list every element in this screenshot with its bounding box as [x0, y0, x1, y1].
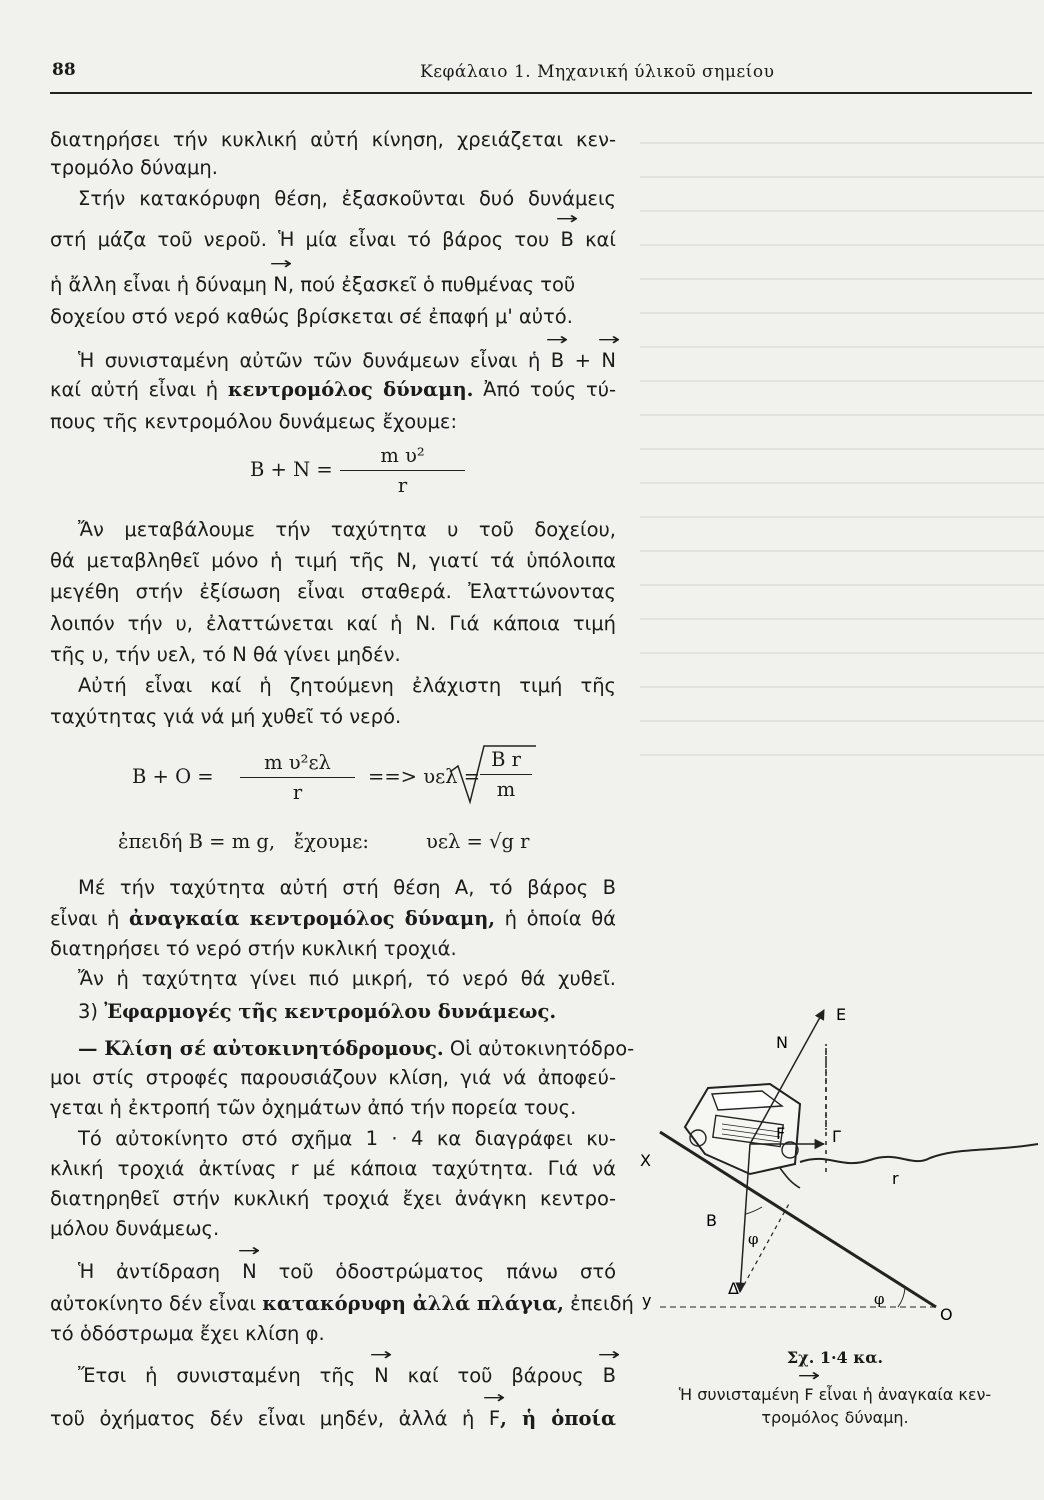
text-line: μόλου δυνάμεως. — [50, 1217, 220, 1240]
label-phi-bottom: φ — [874, 1290, 885, 1308]
text-line: τρομόλο δύναμη. — [50, 156, 218, 179]
figure-caption-line-2: τρομόλος δύναμη. — [761, 1408, 909, 1427]
chapter-title: Κεφάλαιο 1. Μηχανική ύλικοῦ σημείου — [420, 62, 775, 82]
text-line: θά μεταβληθεῖ μόνο ἡ τιμή τῆς N, γιατί τά ὑπόλοιπα — [50, 549, 616, 572]
label-y: y — [642, 1291, 652, 1310]
text-line: εἶναι ἡ ἀναγκαία κεντρομόλος δύναμη, ἡ ὁποία θά — [50, 907, 616, 930]
text-line: Ἄν ἡ ταχύτητα γίνει πιό μικρή, τό νερό θά χυθεῖ. — [78, 967, 616, 990]
equation-2-root-fraction: B r m — [480, 748, 532, 801]
label-B: B — [706, 1211, 717, 1230]
label-N: N — [776, 1033, 788, 1052]
label-phi-top: φ — [748, 1230, 759, 1248]
equation-3: υελ = √g r — [426, 830, 530, 853]
label-X: X — [640, 1151, 651, 1170]
text-line: Αὐτή εἶναι καί ἡ ζητούμενη ἐλάχιστη τιμή τῆς — [78, 674, 616, 697]
bleed-through-text — [640, 120, 1044, 760]
section-heading: 3) Ἐφαρμογές τῆς κεντρομόλου δυνάμεως. — [78, 1000, 557, 1023]
header-rule — [50, 92, 1032, 94]
equation-2-lhs: B + O = — [132, 765, 214, 788]
term-necessary-centripetal-force: ἀναγκαία κεντρομόλος δύναμη, — [129, 907, 496, 930]
text-line: διατηρήσει τό νερό στήν κυκλική τροχιά. — [50, 937, 457, 960]
term-centripetal-force: κεντρομόλος δύναμη. — [227, 378, 474, 401]
text-line: καί αὐτή εἶναι ἡ κεντρομόλος δύναμη. Ἀπό τούς τύ- — [50, 378, 617, 401]
text-line: τῆς υ, τήν υελ, τό N θά γίνει μηδέν. — [50, 643, 401, 666]
equation-3-premise: ἐπειδή B = m g, ἔχουμε: — [118, 830, 369, 853]
label-r: r — [892, 1169, 899, 1188]
text-line: διατηρηθεῖ στήν κυκλική τροχιά ἔχει ἀνάγκη κεντρο- — [50, 1187, 616, 1210]
vector-N: → N — [273, 273, 288, 296]
text-line: Στήν κατακόρυφη θέση, ἐξασκοῦνται δυό δυνάμεις — [78, 187, 616, 210]
vector-B: → B — [560, 228, 573, 251]
label-Gamma: Γ — [832, 1127, 841, 1146]
equation-2-arrow: ==> υελ = — [368, 765, 481, 788]
text-line: γεται ἡ ἐκτροπή τῶν ὀχημάτων ἀπό τήν πορεία τους. — [50, 1096, 577, 1119]
label-O: O — [940, 1305, 953, 1324]
text-line: αὐτοκίνητο δέν εἶναι κατακόρυφη ἀλλά πλάγια, ἐπειδή — [50, 1292, 634, 1315]
subsection-heading: — Κλίση σέ αὐτοκινητόδρομους. — [78, 1037, 444, 1060]
text-line: πους τῆς κεντρομόλου δυνάμεως ἔχουμε: — [50, 410, 458, 433]
text-line: στή μάζα τοῦ νεροῦ. Ἡ μία εἶναι τό βάρος του → B καί — [50, 228, 616, 251]
text-line: λοιπόν τήν υ, ἐλαττώνεται καί ἡ N. Γιά κάποια τιμή — [50, 612, 616, 635]
text-line: ταχύτητας γιά νά μή χυθεῖ τό νερό. — [50, 705, 402, 728]
text-line: Ἡ συνισταμένη αὐτῶν τῶν δυνάμεων εἶναι ἡ → B + → N — [78, 349, 616, 372]
equation-2-fraction: m υ²ελ r — [240, 751, 355, 804]
text-line: μεγέθη στήν ἐξίσωση εἶναι σταθερά. Ἐλαττώνοντας — [50, 580, 616, 603]
label-Delta: Δ — [728, 1279, 739, 1298]
page-number: 88 — [52, 60, 76, 80]
text-line: τό ὁδόστρωμα ἔχει κλίση φ. — [50, 1322, 325, 1345]
text-line: Τό αὐτοκίνητο στό σχῆμα 1 · 4 κα διαγράφει κυ- — [78, 1127, 616, 1150]
text-line: διατηρήσει τήν κυκλική αὐτή κίνηση, χρειάζεται κεν- — [50, 128, 616, 151]
figure-1-4-ka — [630, 992, 1040, 1342]
figure-caption-title: Σχ. 1·4 κα. — [786, 1348, 884, 1367]
figure-caption-line-1: Ἡ συνισταμένη → F εἶναι ἡ ἀναγκαία κεν- — [640, 1385, 1030, 1404]
label-F: F — [776, 1124, 786, 1143]
text-line: τοῦ ὀχήματος δέν εἶναι μηδέν, ἀλλά ἡ → F, ἡ ὁποία — [50, 1407, 616, 1430]
label-E: E — [836, 1005, 847, 1024]
text-line: κλική τροχιά ἀκτίνας r μέ κάποια ταχύτητα. Γιά νά — [50, 1157, 616, 1180]
text-line: Μέ τήν ταχύτητα αὐτή στή θέση A, τό βάρος B — [78, 876, 616, 899]
text-line: Ἔτσι ἡ συνισταμένη τῆς → N καί τοῦ βάρους → B — [78, 1364, 616, 1387]
text-line: μοι στίς στροφές παρουσιάζουν κλίση, γιά νά ἀποφεύ- — [50, 1066, 616, 1089]
equation-1-fraction: m υ² r — [340, 444, 465, 497]
equation-1-lhs: B + N = — [250, 458, 333, 481]
page-header — [50, 58, 1024, 88]
text-line: ἡ ἄλλη εἶναι ἡ δύναμη → N, πού ἐξασκεῖ ὁ πυθμένας τοῦ — [50, 273, 616, 296]
text-line: Ἡ ἀντίδραση → N τοῦ ὁδοστρώματος πάνω στό — [78, 1260, 616, 1283]
curve-path — [800, 1144, 1038, 1163]
text-line: Ἄν μεταβάλουμε τήν ταχύτητα υ τοῦ δοχείου, — [78, 518, 616, 541]
text-line: δοχείου στό νερό καθώς βρίσκεται σέ ἐπαφή μ' αὐτό. — [50, 305, 573, 328]
text-line: — Κλίση σέ αὐτοκινητόδρομους. Οἱ αὐτοκινητόδρο- — [78, 1037, 635, 1060]
